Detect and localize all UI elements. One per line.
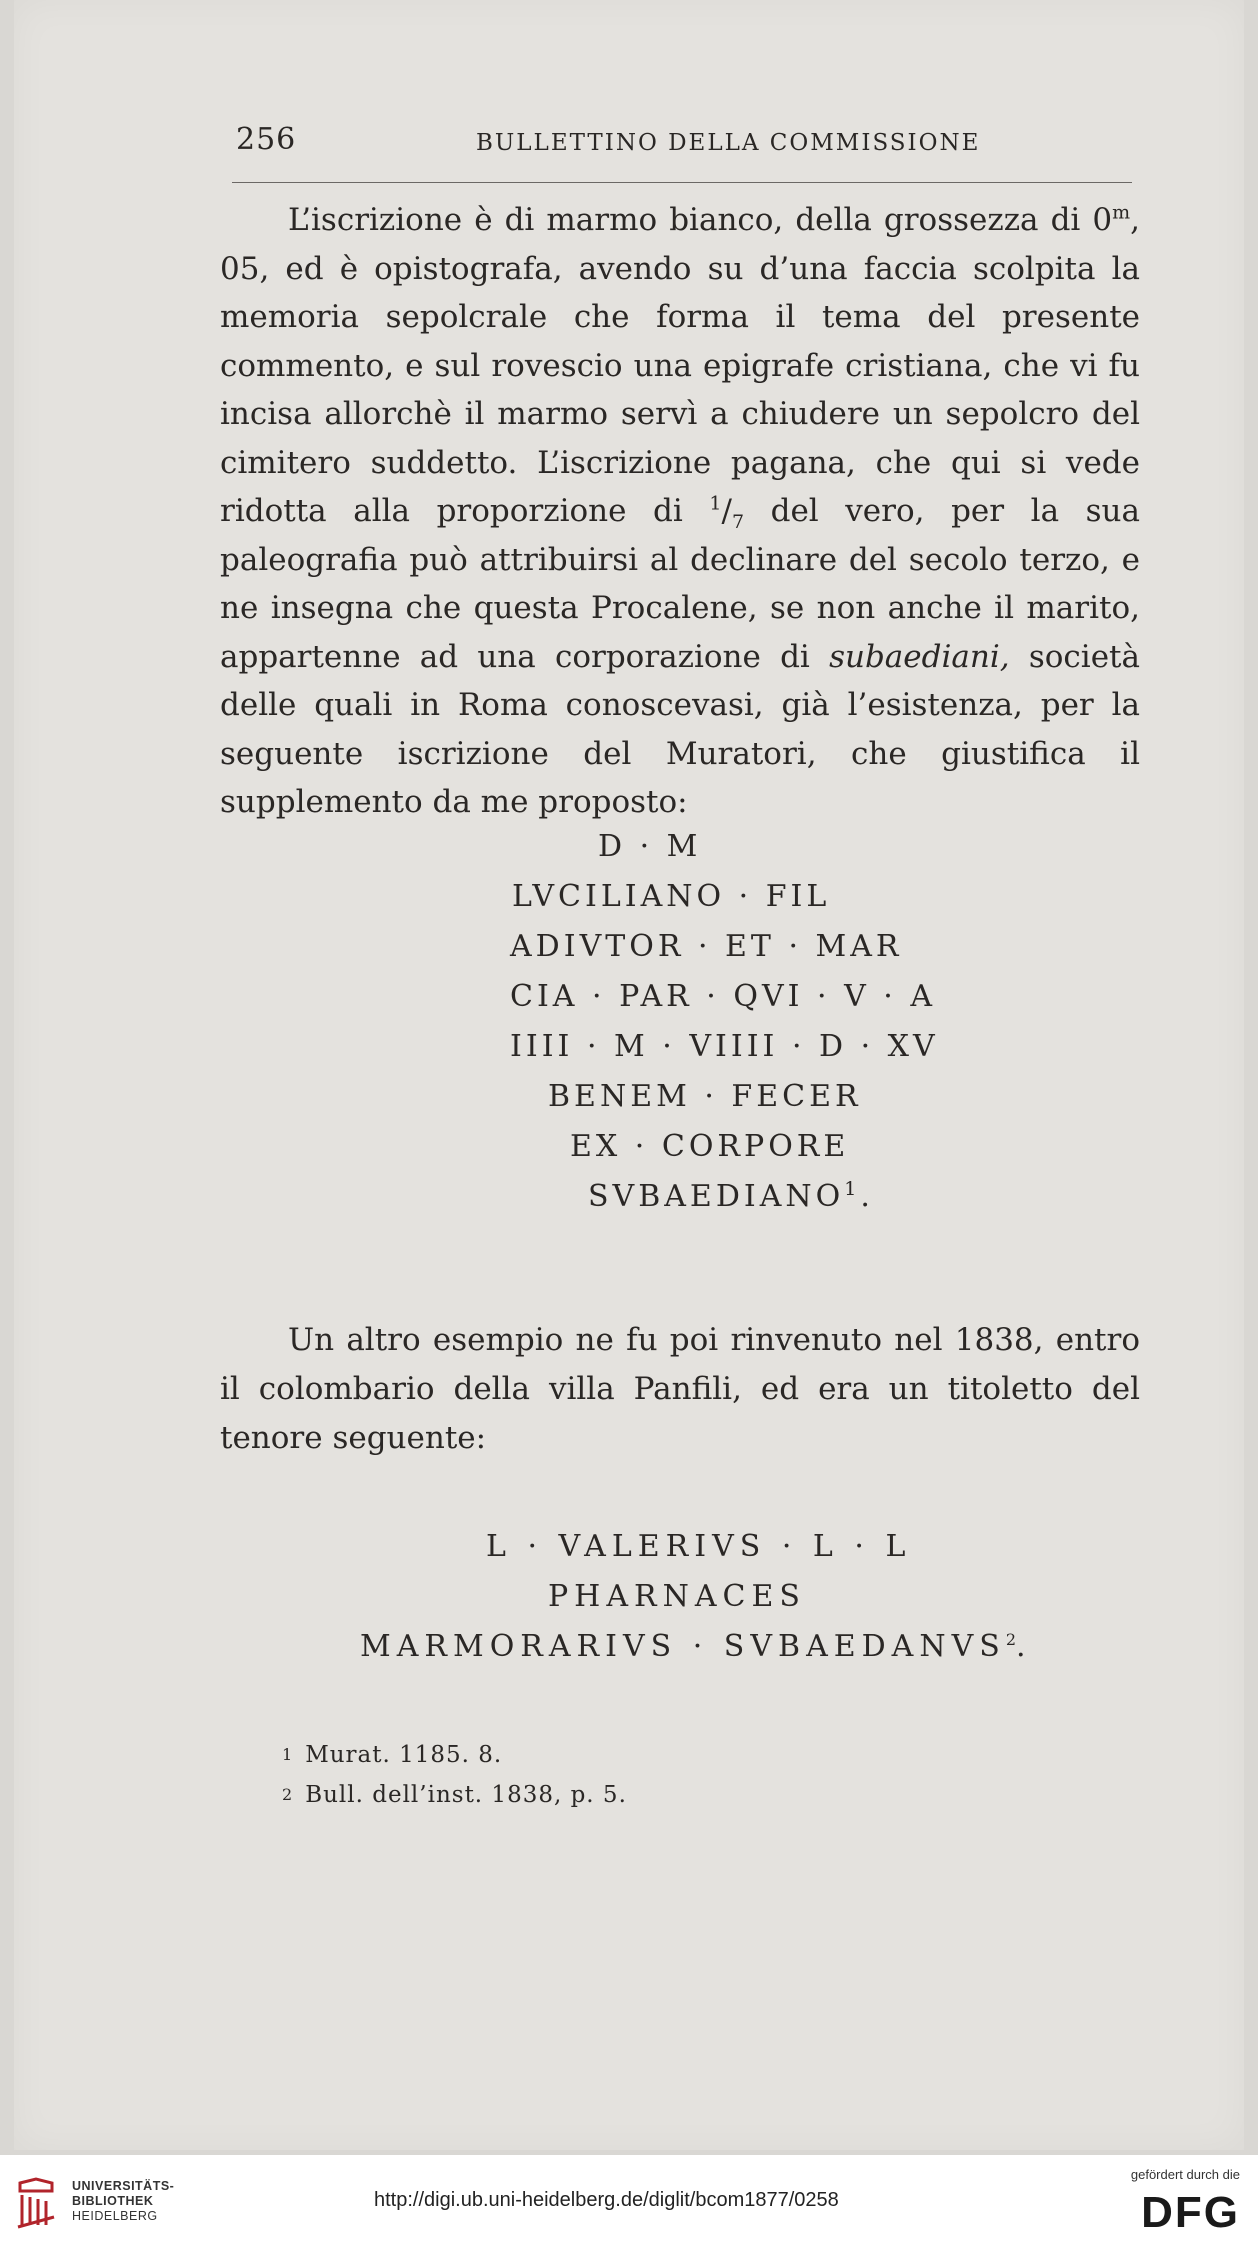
funding-caption: gefördert durch die <box>1130 2167 1240 2182</box>
paragraph-1-text-d: società delle quali in Roma conoscevasi, già l’esistenza, per la seguente iscrizione del Muratori, che giustifica il supplemento da me proposto: <box>220 638 1140 820</box>
inscription-1-line-3: ADIVTOR · ET · MAR <box>510 929 903 964</box>
inscription-1-line-4: CIA · PAR · QVI · V · A <box>510 979 937 1014</box>
running-head: BULLETTINO DELLA COMMISSIONE <box>476 130 981 156</box>
heidelberg-library-logo-icon[interactable] <box>14 2177 58 2231</box>
library-name-line-3: HEIDELBERG <box>72 2209 158 2223</box>
footnote-2 <box>282 1775 627 1815</box>
italic-subaediani: subaediani, <box>829 638 1010 675</box>
page-header <box>236 118 1148 168</box>
library-name[interactable] <box>72 2179 174 2224</box>
footnote-ref-2: 2 <box>1005 1630 1016 1649</box>
paragraph-1-text-a: L’iscrizione è di marmo bianco, della grossezza di 0 <box>288 202 1113 238</box>
paragraph-1 <box>220 196 1140 827</box>
library-name-line-2: BIBLIOTHEK <box>72 2194 154 2208</box>
footnote-2-mark: 2 <box>282 1785 294 1804</box>
digitization-footer <box>0 2155 1258 2247</box>
inscription-1-line-8-text: SVBAEDIANO <box>588 1179 845 1214</box>
inscription-1-line-2: LVCILIANO · FIL <box>512 879 831 914</box>
fraction-denominator: 7 <box>731 511 745 534</box>
page-number: 256 <box>236 122 297 157</box>
footnote-1-mark: 1 <box>282 1745 294 1764</box>
inscription-2-line-3-text: MARMORARIVS · SVBAEDANVS <box>360 1629 1006 1664</box>
footnotes <box>282 1735 627 1815</box>
footnote-1 <box>282 1735 627 1775</box>
footnote-ref-1: 1 <box>844 1178 861 1200</box>
inscription-1-line-1: D · M <box>598 829 702 864</box>
fraction-slash: / <box>721 493 732 529</box>
inscription-2-line-1: L · VALERIVS · L · L <box>486 1529 912 1564</box>
header-rule <box>232 182 1132 183</box>
inscription-1-line-7: EX · CORPORE <box>570 1129 850 1164</box>
inscription-1-line-8 <box>588 1172 874 1222</box>
inscription-panfili <box>0 1522 1258 1672</box>
inscription-2-line-3 <box>360 1622 1032 1672</box>
permalink-url[interactable]: http://digi.ub.uni-heidelberg.de/diglit/bcom1877/0258 <box>374 2189 839 2211</box>
footnote-1-text: Murat. 1185. 8. <box>305 1742 503 1768</box>
footnote-2-text: Bull. dell’inst. 1838, p. 5. <box>305 1782 627 1808</box>
fraction-numerator: 1 <box>709 492 722 515</box>
paragraph-1-text-c: del vero, per la sua paleografia può attribuirsi al declinare del secolo terzo, e ne insegna che questa Procalene, se non anche il marito, appartenne ad una corporazione di <box>220 493 1140 675</box>
superscript-m: m <box>1112 201 1131 224</box>
paragraph-1-text-b: , 05, ed è opistografa, avendo su d’una faccia scolpita la memoria sepolcrale che forma il tema del presente commento, e sul rovescio una epigrafe cristiana, che vi fu incisa allorchè il marmo servì a chiudere un sepolcro del cimitero suddetto. L’iscrizione pagana, che qui si vede ridotta alla proporzione di <box>220 202 1140 529</box>
library-name-line-1: UNIVERSITÄTS- <box>72 2179 175 2193</box>
inscription-2-line-3-period: . <box>1016 1629 1032 1664</box>
inscription-muratori <box>0 822 1258 1222</box>
paragraph-2: Un altro esempio ne fu poi rinvenuto nel 1838, entro il colombario della villa Panfili, ed era un titoletto del tenore seguente: <box>220 1322 1140 1456</box>
inscription-1-line-6: BENEM · FECER <box>548 1079 862 1114</box>
inscription-2-line-2: PHARNACES <box>548 1579 806 1614</box>
inscription-1-line-5: IIII · M · VIIII · D · XV <box>510 1029 939 1064</box>
dfg-logo[interactable]: DFG <box>1141 2188 1240 2237</box>
inscription-1-line-8-period: . <box>860 1179 874 1214</box>
